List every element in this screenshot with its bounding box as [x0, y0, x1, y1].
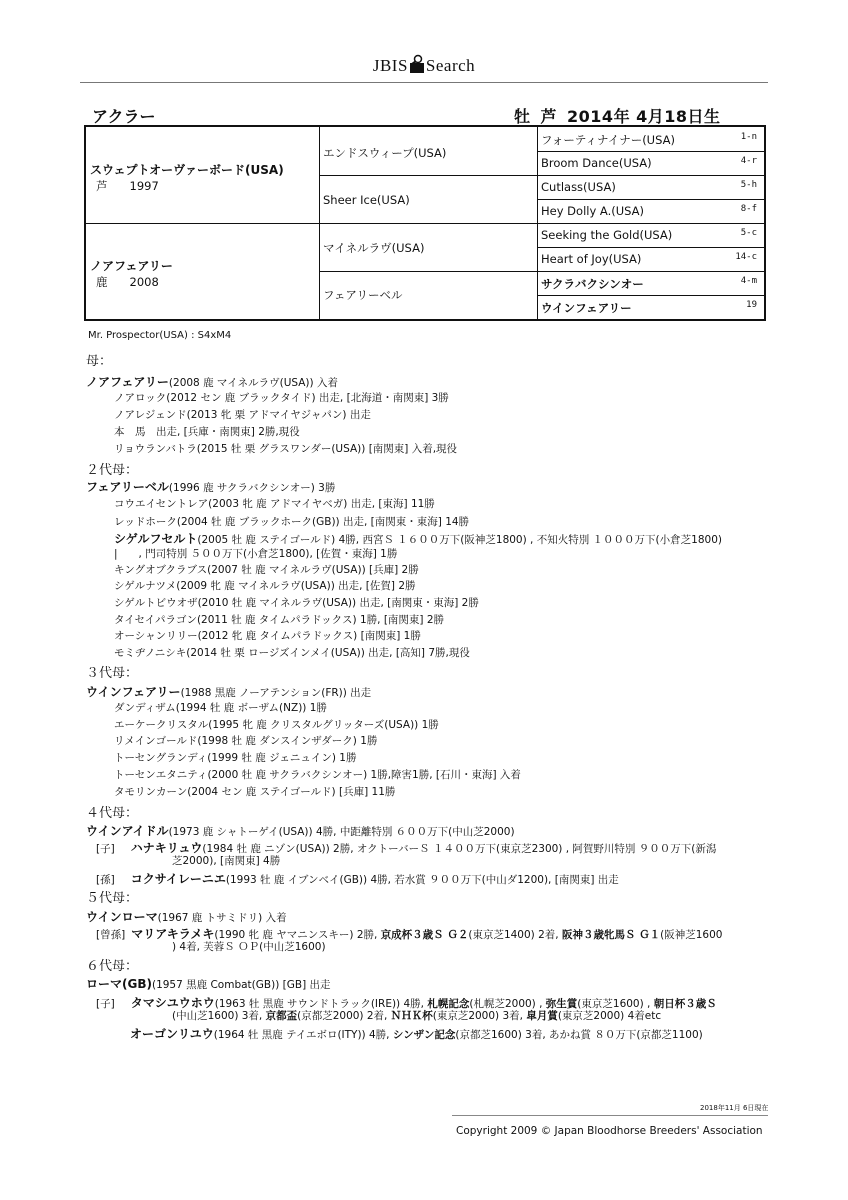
ancestor-g3: [541, 132, 764, 148]
ancestor-g3: [541, 156, 764, 170]
line-detail: (1957 黒鹿 Combat(GB)) [GB] 出走: [151, 979, 331, 991]
line-detail: (1967 鹿 トサミドリ) 入着: [157, 912, 287, 924]
family-number: 8-f: [740, 204, 757, 214]
horse-birth-date: 2014年 4月18日生: [567, 107, 721, 126]
logo-text-search: Search: [425, 56, 476, 75]
as-of-date: 2018年11月 6日現在: [700, 1104, 769, 1112]
line-detail: (東京芝2000) 3着,: [432, 1010, 527, 1022]
horse-profile: [514, 104, 731, 127]
dam-year: 2008: [129, 275, 159, 289]
ancestor-name: Cutlass(USA): [541, 180, 616, 194]
family-line: トーセンエタニティ(2000 牡 鹿 サクラバクシンオー) 1勝,障害1勝, [石川・東海] 入着: [114, 769, 521, 781]
inbreeding-note: Mr. Prospector(USA) : S4xM4: [88, 330, 232, 341]
line-detail: (東京芝1600) ,: [577, 998, 654, 1010]
race-name: 京都盃: [265, 1010, 298, 1022]
ancestor-name: ウインフェアリー: [541, 301, 632, 315]
pedigree-table: [84, 125, 766, 321]
family-line: リメインゴールド(1998 牡 鹿 ダンスインザダーク) 1勝: [114, 735, 378, 747]
ancestor-g3: [541, 276, 764, 292]
divider: [319, 271, 764, 272]
horse-link[interactable]: タマシユウホウ: [130, 996, 215, 1010]
line-detail: (東京芝1400) 2着,: [468, 929, 562, 941]
line-detail: (1988 黒鹿 ノーアテンション(FR)) 出走: [180, 687, 372, 699]
family-line: エーケークリスタル(1995 牝 鹿 クリスタルグリッターズ(USA)) 1勝: [114, 719, 439, 731]
family-number: 19: [746, 300, 757, 310]
horse-link[interactable]: ウインローマ: [86, 910, 158, 924]
section-heading-6th-dam: ６代母：: [86, 959, 139, 974]
family-line: [86, 478, 335, 495]
race-name: シンザン記念: [392, 1029, 456, 1041]
relation-tag: [子]: [96, 843, 115, 855]
divider: [537, 199, 764, 200]
family-line: タイセイパラゴン(2011 牡 鹿 タイムパラドックス) 1勝, [南関東] 2勝: [114, 614, 445, 626]
ancestor-g3: [541, 204, 764, 218]
race-name: 京成杯３歳Ｓ Ｇ２: [380, 929, 469, 941]
line-detail: (1990 牝 鹿 ヤマニンスキー) 2勝,: [214, 929, 381, 941]
ancestor-name: Seeking the Gold(USA): [541, 228, 673, 242]
line-detail: (1993 牡 鹿 イブンベイ(GB)) 4勝, 若水賞 ９００万下(中山ダ1200), [南関東] 出走: [225, 874, 619, 886]
family-line: ノアレジェンド(2013 牝 栗 アドマイヤジャパン) 出走: [114, 409, 371, 421]
horse-link[interactable]: オーゴンリユウ: [130, 1027, 214, 1041]
divider: [537, 151, 764, 152]
ancestor-name: フォーティナイナー(USA): [541, 133, 675, 147]
family-line: [86, 908, 287, 925]
line-detail: (1996 鹿 サクラバクシンオー) 3勝: [168, 482, 336, 494]
family-number: 14-c: [735, 252, 757, 262]
family-number: 5-c: [740, 228, 757, 238]
family-line: モミヂノニシキ(2014 牡 栗 ロージズインメイ(USA)) 出走, [高知] 7勝,現役: [114, 647, 470, 659]
line-detail: (京都芝2000) 2着,: [297, 1010, 391, 1022]
family-line: トーセングランディ(1999 牡 鹿 ジェニュイン) 1勝: [114, 752, 357, 764]
line-detail: (1964 牡 黒鹿 テイエボロ(ITY)) 4勝,: [213, 1029, 393, 1041]
race-name: 弥生賞: [545, 998, 578, 1010]
family-line: [86, 683, 371, 700]
family-line: キングオブクラブス(2007 牡 鹿 マイネルラヴ(USA)) [兵庫] 2勝: [114, 564, 419, 576]
family-line: [130, 1025, 703, 1042]
family-number: 4-m: [740, 276, 757, 286]
family-line: シゲルトビウオザ(2010 牡 鹿 マイネルラヴ(USA)) 出走, [南関東・東海] 2勝: [114, 597, 479, 609]
family-line: レッドホーク(2004 牡 鹿 ブラックホーク(GB)) 出走, [南関東・東海] 14勝: [114, 516, 470, 528]
race-name: ＮＨＫ杯: [390, 1010, 433, 1022]
horse-link[interactable]: ウインアイドル: [86, 824, 169, 838]
family-line: 芝2000), [南関東] 4勝: [172, 855, 281, 867]
ancestor-g3: [541, 252, 764, 266]
relation-tag: [子]: [96, 998, 115, 1010]
family-line: ダンディザム(1994 牡 鹿 ボーザム(NZ)) 1勝: [114, 702, 327, 714]
horse-link[interactable]: コクサイレーニエ: [130, 872, 226, 886]
section-heading-5th-dam: ５代母：: [86, 891, 139, 906]
race-name: 皐月賞: [526, 1010, 558, 1022]
dam-dam: フェアリーベル: [323, 288, 403, 302]
race-name: 阪神３歳牝馬Ｓ Ｇ１: [561, 929, 661, 941]
divider: [319, 175, 764, 176]
family-line: [86, 975, 331, 992]
family-line: [96, 870, 619, 887]
family-line: [172, 1008, 661, 1023]
family-line: コウエイセントレア(2003 牝 鹿 アドマイヤベガ) 出走, [東海] 11勝: [114, 498, 435, 510]
horse-link[interactable]: ウインフェアリー: [86, 685, 181, 699]
family-line: ) 4着, 芙蓉Ｓ ＯＰ(中山芝1600): [172, 941, 326, 953]
dam-sire: マイネルラヴ(USA): [323, 241, 425, 255]
relation-tag: [孫]: [96, 874, 115, 886]
sire-cell: [90, 161, 284, 194]
horse-sex: 牡: [514, 107, 531, 126]
family-line: オーシャンリリー(2012 牝 鹿 タイムパラドックス) [南関東] 1勝: [114, 630, 421, 642]
horse-link[interactable]: ノアフェアリー: [86, 375, 169, 389]
horse-link[interactable]: マリアキラメキ: [131, 927, 215, 941]
dam-name: ノアフェアリー: [90, 259, 173, 273]
horse-link[interactable]: ローマ(GB): [86, 977, 152, 991]
ancestor-name: Hey Dolly A.(USA): [541, 204, 645, 218]
section-heading-4th-dam: ４代母：: [86, 806, 139, 821]
divider: [537, 247, 764, 248]
footer-divider: [452, 1115, 768, 1116]
family-line: ノアロック(2012 セン 鹿 ブラックタイド) 出走, [北海道・南関東] 3勝: [114, 392, 449, 404]
ancestor-name: サクラバクシンオー: [541, 277, 644, 291]
horse-link[interactable]: ハナキリュウ: [130, 841, 203, 855]
magnifier-icon: [409, 54, 425, 79]
relation-tag: [曾孫]: [96, 929, 126, 941]
family-number: 1-n: [740, 132, 757, 142]
race-name: 朝日杯３歳Ｓ: [653, 998, 717, 1010]
divider: [86, 223, 764, 224]
section-heading-2nd-dam: ２代母：: [86, 463, 139, 478]
line-detail: (1963 牡 黒鹿 サウンドトラック(IRE)) 4勝,: [214, 998, 428, 1010]
ancestor-g3: [541, 228, 764, 242]
horse-color: 芦: [540, 107, 558, 126]
ancestor-g3: [541, 180, 764, 194]
sire-name: スウェプトオーヴァーボード(USA): [90, 163, 284, 177]
copyright: Copyright 2009 © Japan Bloodhorse Breeders' Association: [456, 1125, 763, 1137]
family-number: 4-r: [740, 156, 757, 166]
logo-text-jbis: JBIS: [372, 56, 408, 75]
dam-color: 鹿: [96, 275, 108, 289]
line-detail: (札幌芝2000) ,: [469, 998, 546, 1010]
family-line: [114, 530, 722, 547]
ancestor-g3: [541, 300, 764, 316]
family-number: 5-h: [740, 180, 757, 190]
family-line: リョウランバトラ(2015 牡 栗 グラスワンダー(USA)) [南関東] 入着,現役: [114, 443, 458, 455]
horse-name: アクラー: [92, 107, 156, 126]
family-line: 本 馬 出走, [兵庫・南関東] 2勝,現役: [114, 426, 300, 438]
horse-link[interactable]: シゲルフセルト: [114, 532, 198, 546]
header-divider: [80, 82, 768, 83]
divider: [537, 295, 764, 296]
family-line: タモリンカーン(2004 セン 鹿 ステイゴールド) [兵庫] 11勝: [114, 786, 396, 798]
family-line: [86, 822, 515, 839]
family-line: | , 門司特別 ５００万下(小倉芝1800), [佐賀・東海] 1勝: [114, 548, 398, 560]
line-detail: (2008 鹿 マイネルラヴ(USA)) 入着: [168, 377, 338, 389]
sire-dam: Sheer Ice(USA): [323, 193, 410, 207]
line-detail: (京都芝1600) 3着, あかね賞 ８０万下(京都芝1100): [455, 1029, 703, 1041]
jbis-search-logo: [0, 54, 848, 79]
line-detail: (中山芝1600) 3着,: [172, 1010, 266, 1022]
family-line: [86, 373, 338, 390]
line-detail: (東京芝2000) 4着etc: [557, 1010, 662, 1022]
race-name: 札幌記念: [427, 998, 470, 1010]
ancestor-name: Heart of Joy(USA): [541, 252, 642, 266]
line-detail: (阪神芝1600: [660, 929, 723, 941]
sire-sire: エンドスウィープ(USA): [323, 146, 447, 160]
ancestor-name: Broom Dance(USA): [541, 156, 652, 170]
horse-link[interactable]: フェアリーベル: [86, 480, 169, 494]
section-heading-dam: 母：: [86, 354, 113, 369]
sire-year: 1997: [129, 179, 159, 193]
dam-cell: [90, 257, 173, 290]
sire-color: 芦: [96, 179, 108, 193]
line-detail: (1984 牡 鹿 ニゾン(USA)) 2勝, オクトーバーＳ １４００万下(東京芝2300) , 阿賀野川特別 ９００万下(新潟: [202, 843, 717, 855]
line-detail: (2005 牡 鹿 ステイゴールド) 4勝, 西宮Ｓ １６００万下(阪神芝1800) , 不知火特別 １０００万下(小倉芝1800): [197, 534, 722, 546]
section-heading-3rd-dam: ３代母：: [86, 666, 139, 681]
family-line: シゲルナツメ(2009 牝 鹿 マイネルラヴ(USA)) 出走, [佐賀] 2勝: [114, 580, 416, 592]
line-detail: (1973 鹿 シャトーゲイ(USA)) 4勝, 中距離特別 ６００万下(中山芝2000): [168, 826, 515, 838]
